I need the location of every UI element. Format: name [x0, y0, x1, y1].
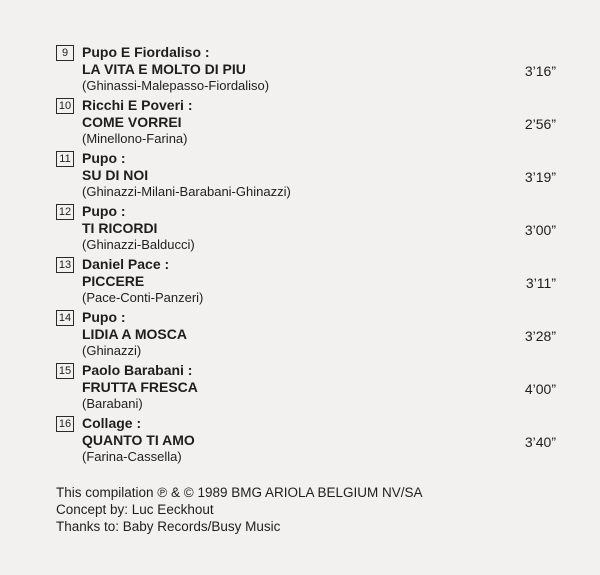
track-number: 15: [56, 363, 74, 379]
track-item: [56, 255, 556, 308]
track-title: LIDIA A MOSCA: [82, 326, 187, 342]
track-item: [56, 414, 556, 467]
track-artist: Pupo E Fiordaliso :: [82, 44, 210, 60]
track-artist: Paolo Barabani :: [82, 362, 193, 378]
track-title: PICCERE: [82, 273, 145, 289]
track-title: TI RICORDI: [82, 220, 158, 236]
track-number: 16: [56, 416, 74, 432]
thanks-line: Thanks to: Baby Records/Busy Music: [56, 519, 281, 534]
track-writers: (Ghinazzi): [82, 343, 142, 358]
track-artist: Pupo :: [82, 309, 126, 325]
track-item: [56, 308, 556, 361]
track-writers: (Ghinazzi-Milani-Barabani-Ghinazzi): [82, 184, 291, 199]
track-writers: (Minellono-Farina): [82, 131, 188, 146]
track-title: SU DI NOI: [82, 167, 149, 183]
track-number: 9: [56, 45, 74, 61]
track-title: LA VITA E MOLTO DI PIU: [82, 61, 246, 77]
track-writers: (Farina-Cassella): [82, 449, 182, 464]
track-duration: 3’28”: [524, 328, 556, 344]
track-list: [56, 43, 556, 467]
track-writers: (Ghinassi-Malepasso-Fiordaliso): [82, 78, 270, 93]
track-duration: 3’16”: [524, 63, 556, 79]
track-artist: Daniel Pace :: [82, 256, 170, 272]
track-duration: 3’19”: [524, 169, 556, 185]
track-duration: 2’56”: [524, 116, 556, 132]
credits-block: [56, 484, 423, 535]
track-artist: Ricchi E Poveri :: [82, 97, 193, 113]
track-title: QUANTO TI AMO: [82, 432, 195, 448]
track-item: [56, 96, 556, 149]
track-writers: (Ghinazzi-Balducci): [82, 237, 195, 252]
track-item: [56, 149, 556, 202]
track-item: [56, 202, 556, 255]
track-duration: 3’00”: [524, 222, 556, 238]
track-duration: 3’11”: [525, 275, 556, 291]
track-duration: 4’00”: [524, 381, 556, 397]
track-artist: Collage :: [82, 415, 142, 431]
track-item: [56, 361, 556, 414]
copyright-line: This compilation ℗ & © 1989 BMG ARIOLA BELGIUM NV/SA: [56, 485, 423, 500]
track-duration: 3’40”: [524, 434, 556, 450]
track-writers: (Pace-Conti-Panzeri): [82, 290, 204, 305]
track-title: FRUTTA FRESCA: [82, 379, 198, 395]
track-item: [56, 43, 556, 96]
track-number: 14: [56, 310, 74, 326]
track-artist: Pupo :: [82, 150, 126, 166]
concept-line: Concept by: Luc Eeckhout: [56, 502, 214, 517]
track-number: 10: [56, 98, 74, 114]
track-number: 12: [56, 204, 74, 220]
track-artist: Pupo :: [82, 203, 126, 219]
track-number: 13: [56, 257, 74, 273]
track-number: 11: [56, 151, 74, 167]
track-title: COME VORREI: [82, 114, 182, 130]
track-writers: (Barabani): [82, 396, 143, 411]
